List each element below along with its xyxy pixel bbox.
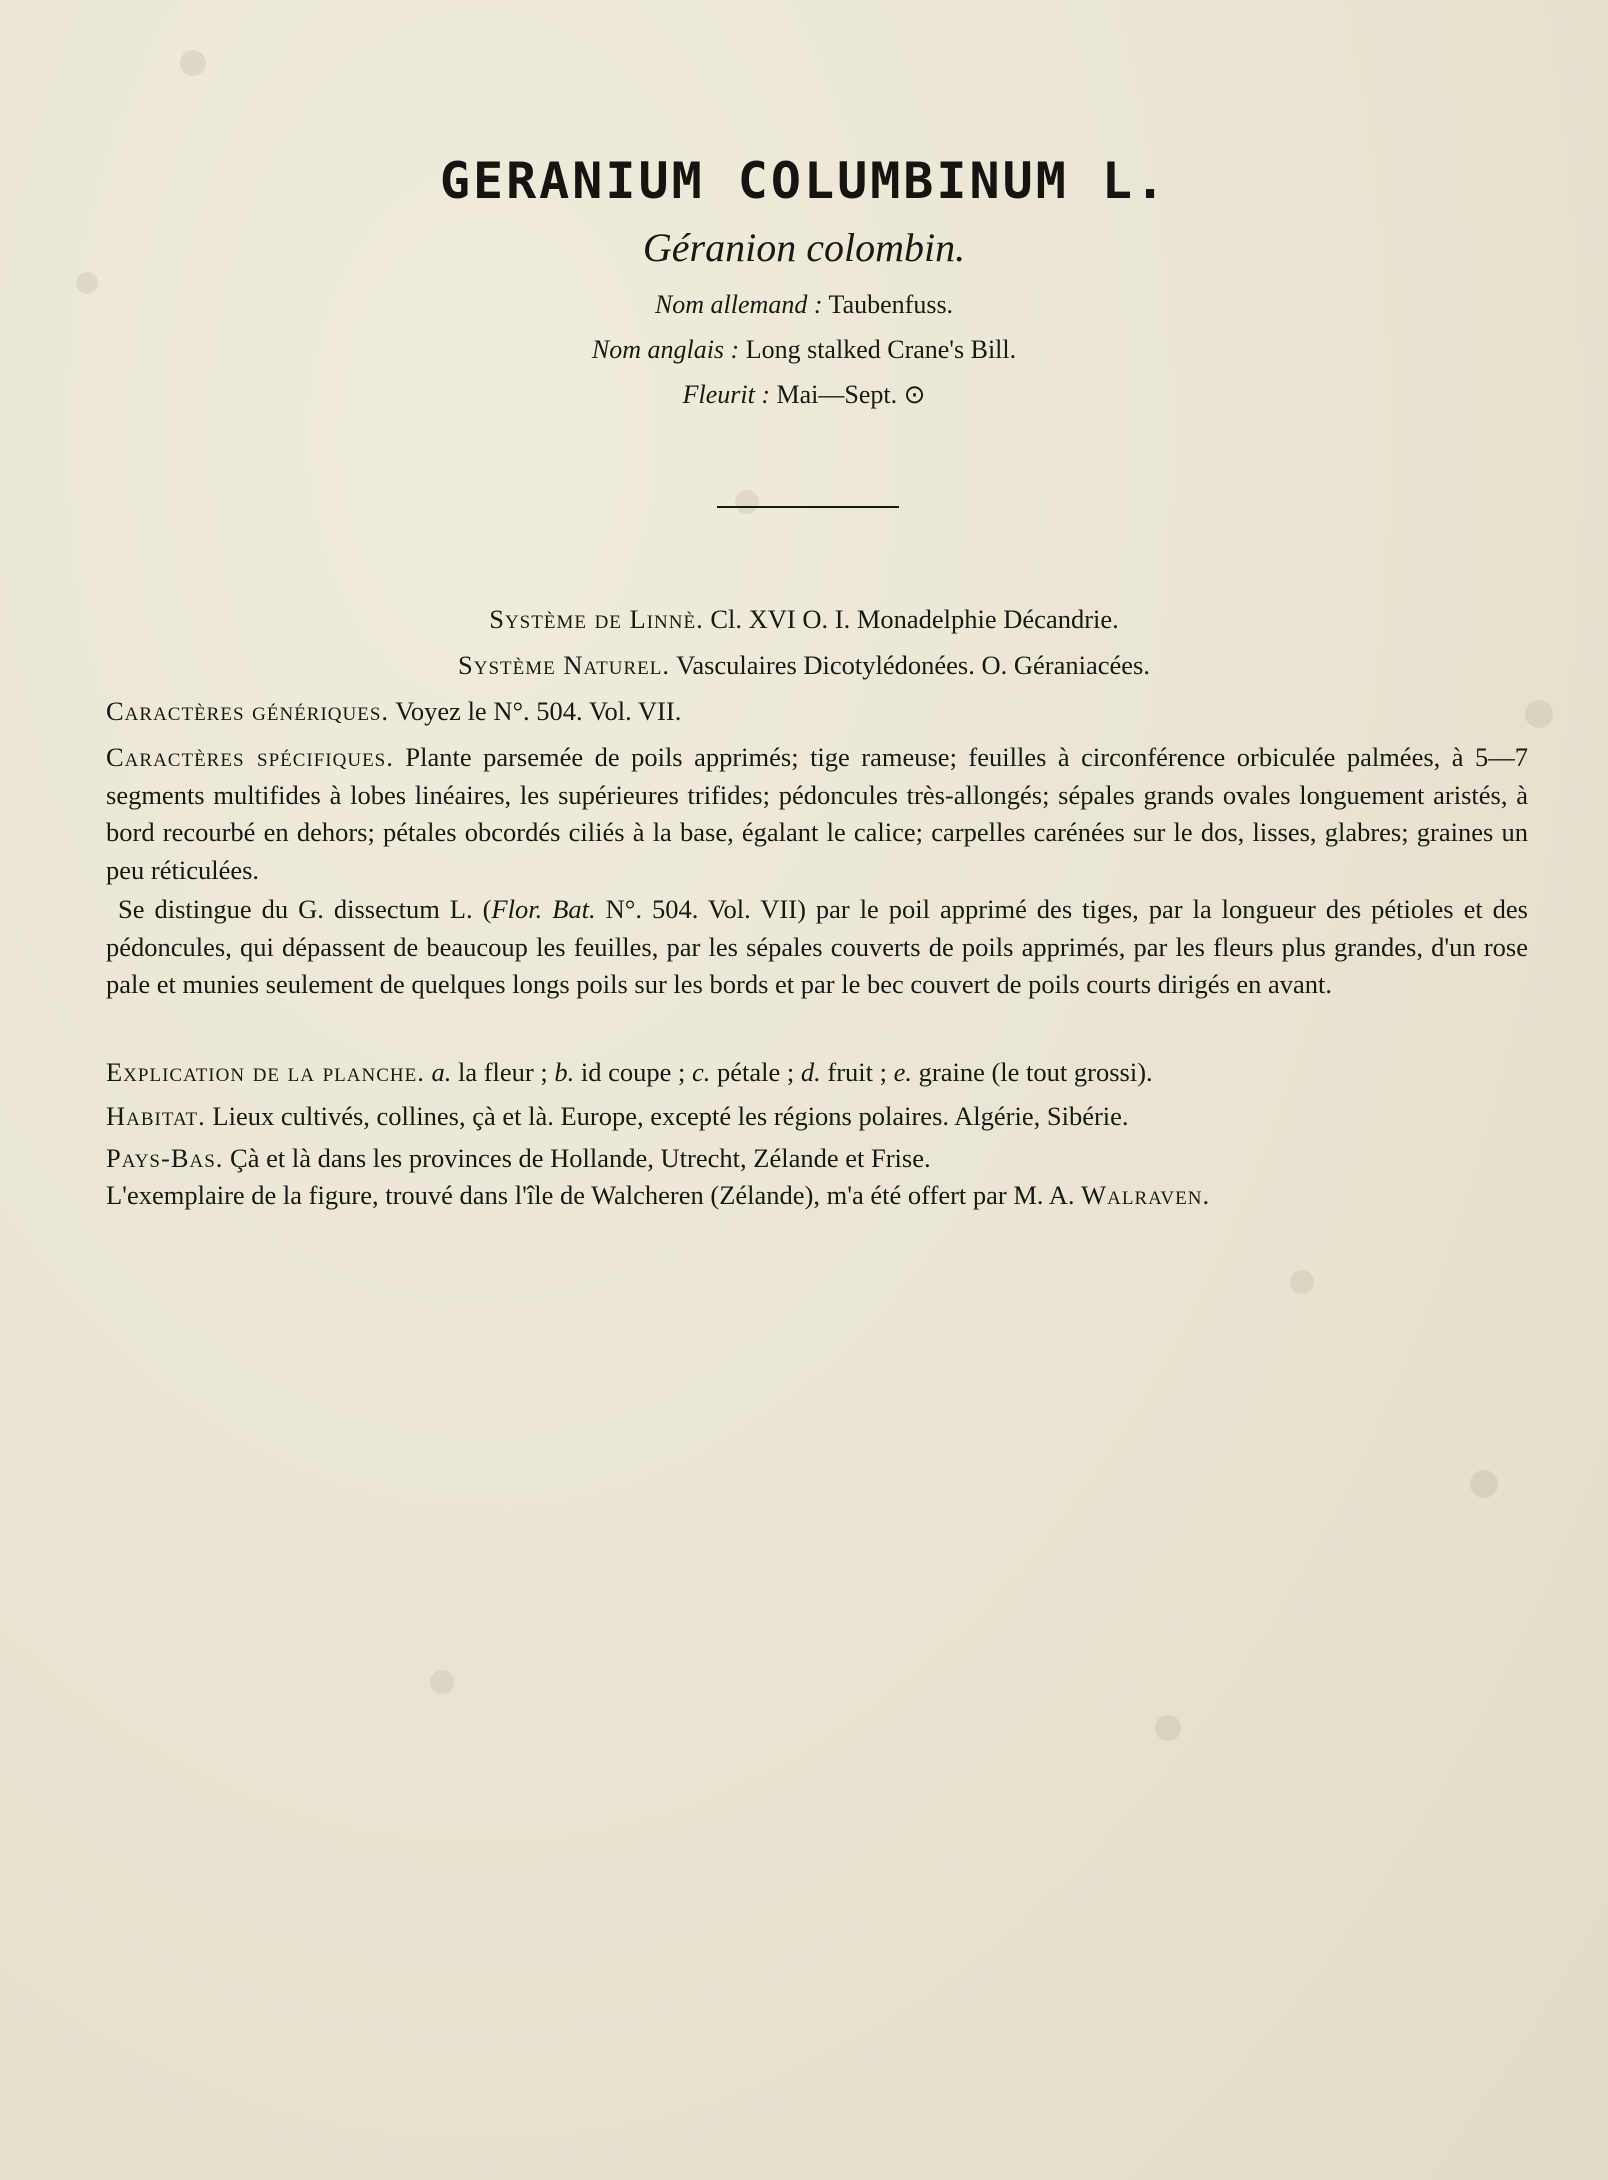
english-name-label: Nom anglais : [591,335,740,364]
plate-explanation [106,1054,1528,1092]
generic-characters [106,693,1528,731]
paper-spot [1470,1470,1498,1498]
paysbas-text: Çà et là dans les provinces de Hollande, Utrecht, Zélande et Frise. [223,1143,931,1173]
generiques-text: Voyez le N°. 504. Vol. VII. [389,696,682,726]
expl-a-key: a. [431,1057,452,1087]
linne-text: Cl. XVI O. I. Monadelphie Décandrie. [703,604,1119,634]
specifiques-label: Caractères spécifiques. [106,742,394,772]
natural-system [0,647,1608,685]
expl-d-text: fruit ; [820,1057,894,1087]
flowering-label: Fleurit : [682,380,770,409]
flowering-value: Mai—Sept. ⊙ [769,380,926,409]
german-name-line [0,290,1608,320]
expl-b-key: b. [554,1057,575,1087]
paper-spot [180,50,206,76]
expl-e-key: e. [893,1057,913,1087]
paper-spot [1525,700,1553,728]
paper-spot [1155,1715,1181,1741]
english-name-line [0,335,1608,365]
distingue-end: N°. 504. Vol. VII) par le poil apprimé des tiges, par la longueur des pétioles et des pédoncules, qui dépassent de beaucoup les feuilles, par les sépales couverts de poils apprimés, par les fleurs plus grandes, d'un rose pale et munies seulement de quelques longs poils sur les bords et par le bec couvert de poils courts dirigés en avant. [106,894,1528,999]
expl-c-key: c. [691,1057,711,1087]
specific-characters [106,739,1528,889]
exemplaire-text: L'exemplaire de la figure, trouvé dans l'île de Walcheren (Zélande), m'a été offert par M. A. [106,1180,1082,1210]
expl-e-text: graine (le tout grossi). [912,1057,1153,1087]
english-name-value: Long stalked Crane's Bill. [739,335,1017,364]
generiques-label: Caractères génériques. [106,696,390,726]
specifiques-text: Plante parsemée de poils apprimés; tige rameuse; feuilles à circonférence orbiculée palmées, à 5—7 segments multifides à lobes linéaires, les supérieures trifides; pédoncules très-allongés; sépales grands ovales longuement aristés, à bord recourbé en dehors; pétales obcordés ciliés à la base, égalant le calice; carpelles carénées sur le dos, lisses, glabres; graines un peu réticulées. [106,742,1528,885]
naturel-label: Système Naturel. [458,650,670,680]
specimen-paragraph [106,1177,1528,1215]
page-title: GERANIUM COLUMBINUM L. [439,152,1169,210]
expl-c-text: pétale ; [710,1057,801,1087]
habitat-paragraph [106,1098,1528,1136]
paysbas-label: Pays-Bas. [106,1143,224,1173]
expl-a-text: la fleur ; [451,1057,555,1087]
explication-label: Explication de la planche. [106,1057,425,1087]
distingue-italic: Flor. Bat. [491,894,596,924]
german-name-label: Nom allemand : [654,290,823,319]
linne-label: Système de Linnè. [489,604,704,634]
german-name-value: Taubenfuss. [822,290,954,319]
habitat-label: Habitat. [106,1101,206,1131]
exemplaire-name: Walraven. [1081,1180,1211,1210]
expl-b-text: id coupe ; [574,1057,692,1087]
paper-spot [735,490,759,514]
section-divider [717,506,899,508]
paper-spot [430,1670,454,1694]
page-subtitle: Géranion colombin. [642,225,966,270]
distinction-paragraph [106,891,1528,1004]
expl-d-key: d. [800,1057,821,1087]
naturel-text: Vasculaires Dicotylédonées. O. Géraniacées. [669,650,1150,680]
linne-system [0,601,1608,639]
flowering-line [0,380,1608,410]
habitat-text: Lieux cultivés, collines, çà et là. Europe, excepté les régions polaires. Algérie, Sibérie. [205,1101,1129,1131]
paper-spot [1290,1270,1314,1294]
netherlands-paragraph [106,1140,1528,1178]
distingue-start: Se distingue du G. dissectum L. ( [118,894,492,924]
